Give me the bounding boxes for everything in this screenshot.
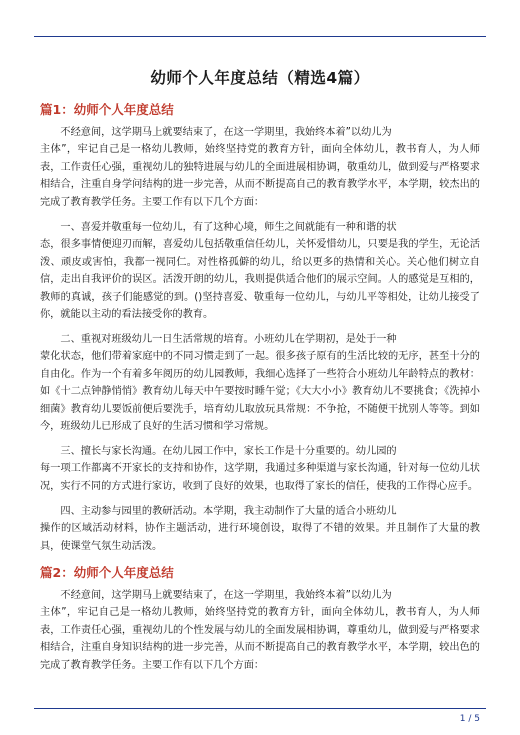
paragraph-body: 主体”，牢记自己是一格幼儿教师，始终坚持党的教育方针，面向全体幼儿，教书育人，为人师表，工作责任心强，重视幼儿的个性发展与幼儿的全面发展相协调，尊重幼儿，做到爱与严格要求相结合，注重自身知识结构的进一步完善，从而不断提高自己的教育教学水平，本学期，较出色的完成了教育教学任务。主要工作有以下几个方面： [40, 607, 480, 671]
section-2-intro [40, 587, 480, 674]
section-1-item-3 [40, 443, 480, 495]
section-1-item-1 [40, 219, 480, 323]
paragraph-first-line: 二、重视对班级幼儿一日生活常规的培育。小班幼儿在学期初，是处于一种 [60, 334, 397, 345]
section-2-heading: 篇2：幼师个人年度总结 [40, 565, 174, 580]
footer-rule [34, 708, 486, 709]
paragraph-body: 每一项工作都离不开家长的支持和协作，这学期，我通过多种渠道与家长沟通，针对每一位幼儿状况，实行不同的方式进行家访，收到了良好的效果，也取得了家长的信任，使我的工作得心应手。 [40, 463, 480, 492]
section-1-item-2 [40, 331, 480, 435]
document-title: 幼师个人年度总结（精选4篇） [150, 69, 370, 87]
section-1-item-4 [40, 503, 480, 555]
paragraph-first-line: 不经意间，这学期马上就要结束了，在这一学期里，我始终本着”以幼儿为 [60, 127, 392, 138]
paragraph-first-line: 四、主动参与园里的教研活动。本学期，我主动制作了大量的适合小班幼儿 [60, 506, 397, 517]
section-1-heading: 篇1：幼师个人年度总结 [40, 102, 174, 117]
paragraph-body: 操作的区域活动材料，协作主题活动，进行环境创设，取得了不错的效果。并且制作了大量的教具，使课堂气氛生动活泼。 [40, 523, 480, 552]
paragraph-body: 主体”，牢记自己是一格幼儿教师，始终坚持党的教育方针，面向全体幼儿，教书育人，为人师表，工作责任心强，重视幼儿的独特进展与幼儿的全面进展相协调，敬重幼儿，做到爱与严格要求相结合，注重自身学问结构的进一步完善，从而不断提高自己的教育教学水平，本学期，较杰出的完成了教育教学任务。主要工作有以下几个方面： [40, 144, 480, 208]
section-1-intro [40, 124, 480, 211]
paragraph-body: 态，很多事情便迎刃而解，喜爱幼儿包括敬重信任幼儿，关怀爱惜幼儿，只要是我的学生，无论活泼、顽皮或害怕，我都一视同仁。对性格孤僻的幼儿，给以更多的热情和关心。关心他们树立自信，走出自我评价的误区。活泼开朗的幼儿，我则提供适合他们的展示空间。人的感觉是互相的，教师的真诚，孩子们能感觉的到。()坚持喜爱、敬重每一位幼儿，与幼儿平等相处，让幼儿接受了你，就能以主动的看法接受你的教育。 [40, 239, 480, 321]
paragraph-first-line: 不经意间，这学期马上就要结束了，在这一学期里，我始终本着”以幼儿为 [60, 590, 392, 601]
header-rule [34, 36, 486, 37]
paragraph-first-line: 三、擅长与家长沟通。在幼儿园工作中，家长工作是十分重要的。幼儿园的 [60, 446, 397, 457]
paragraph-body: 蒙化状态，他们带着家庭中的不同习惯走到了一起。很多孩子原有的生活比较的无序，甚至十分的自由化。作为一个有着多年阅历的幼儿园教师，我细心选择了一些符合小班幼儿年龄特点的教材：如《十二点钟静悄悄》教育幼儿每天中午要按时睡午觉；《大大小小》教育幼儿不要挑食；《洗掉小细菌》教育幼儿要饭前便后要洗手，培育幼儿取放玩具常规：不争抢，不随便干扰别人等等。到如今，班级幼儿已形成了良好的生活习惯和学习常规。 [40, 351, 480, 433]
page-number: 1 / 5 [459, 714, 480, 724]
paragraph-first-line: 一、喜爱并敬重每一位幼儿，有了这种心境，师生之间就能有一种和谐的状 [60, 222, 397, 233]
